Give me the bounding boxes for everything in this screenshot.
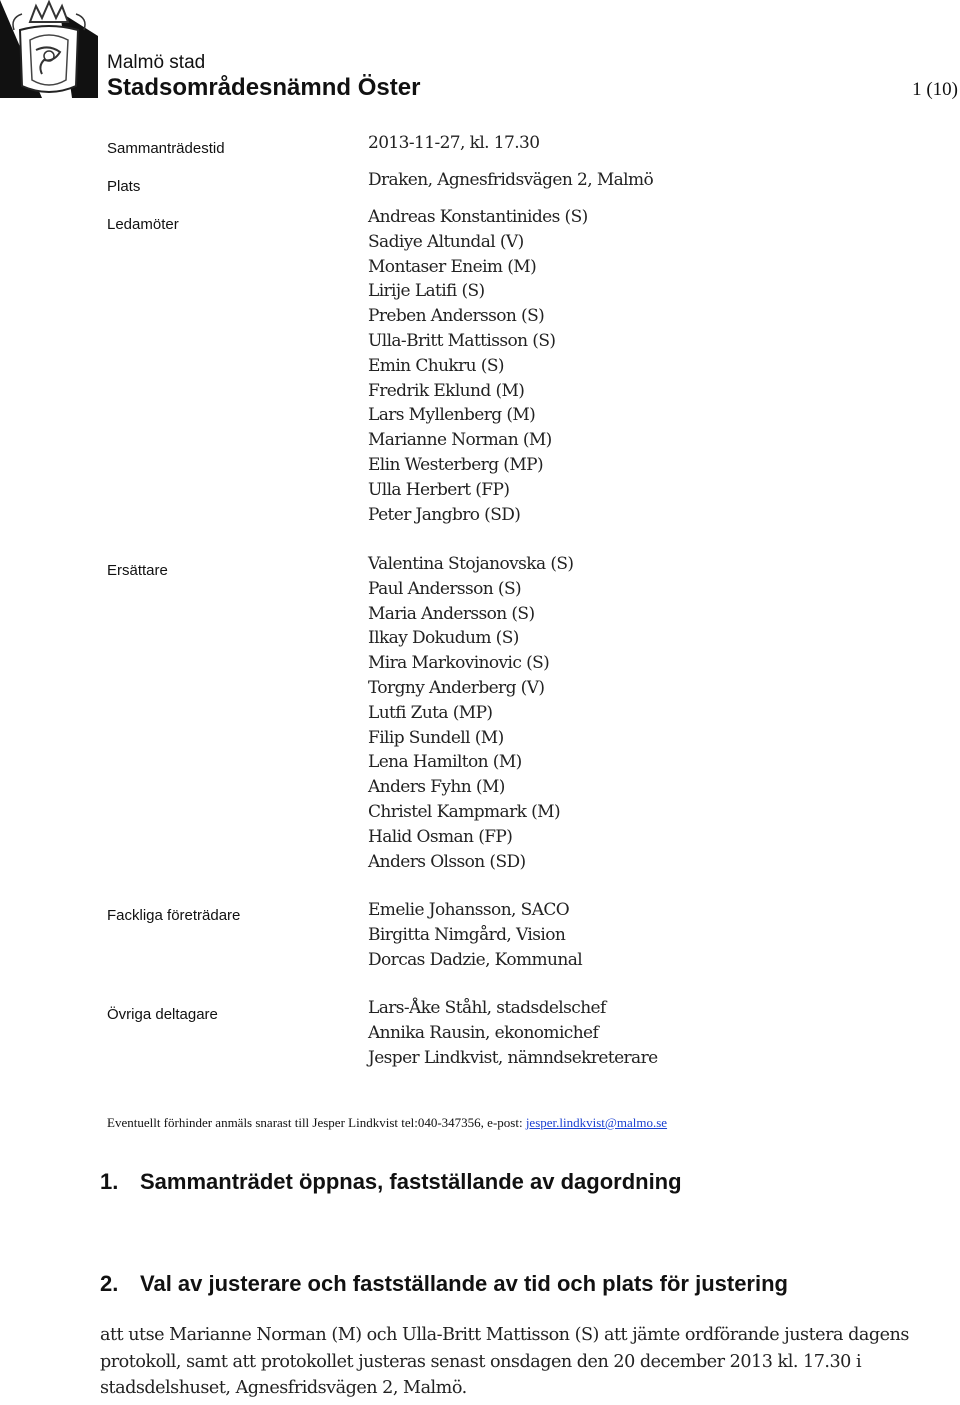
union-rep-name: Dorcas Dadzie, Kommunal — [368, 949, 583, 970]
substitute-name: Halid Osman (FP) — [368, 826, 513, 847]
substitute-name: Valentina Stojanovska (S) — [368, 554, 574, 574]
member-name: Peter Jangbro (SD) — [368, 504, 521, 525]
meeting-time-label: Sammanträdestid — [107, 140, 225, 157]
member-name: Marianne Norman (M) — [368, 430, 552, 451]
member-name: Montaser Eneim (M) — [368, 256, 537, 277]
member-name: Ulla-Britt Mattisson (S) — [368, 330, 556, 351]
substitutes-label: Ersättare — [107, 562, 168, 579]
member-name: Preben Andersson (S) — [368, 306, 545, 327]
others-label: Övriga deltagare — [107, 1006, 218, 1023]
participant-name: Annika Rausin, ekonomichef — [368, 1022, 599, 1043]
substitute-name: Torgny Anderberg (V) — [368, 677, 545, 698]
meeting-time-value: 2013-11-27, kl. 17.30 — [368, 133, 540, 153]
others-list — [368, 996, 658, 1070]
member-name: Ulla Herbert (FP) — [368, 479, 510, 500]
section-number: 1. — [100, 1169, 119, 1194]
section-number: 2. — [100, 1271, 119, 1296]
substitute-name: Christel Kampmark (M) — [368, 801, 560, 822]
section-heading-1 — [100, 1168, 682, 1196]
absence-note — [107, 1113, 667, 1133]
board-title: Stadsområdesnämnd Öster — [107, 74, 421, 101]
union-list — [368, 898, 582, 972]
member-name: Lars Myllenberg (M) — [368, 405, 536, 426]
member-name: Andreas Konstantinides (S) — [368, 207, 588, 227]
substitute-name: Paul Andersson (S) — [368, 578, 522, 599]
member-name: Sadiye Altundal (V) — [368, 231, 524, 252]
member-name: Lirije Latifi (S) — [368, 281, 485, 302]
meeting-place-value: Draken, Agnesfridsvägen 2, Malmö — [368, 170, 654, 190]
substitute-name: Filip Sundell (M) — [368, 727, 504, 748]
meeting-place-label: Plats — [107, 178, 141, 195]
substitute-name: Lena Hamilton (M) — [368, 752, 522, 773]
substitute-name: Ilkay Dokudum (S) — [368, 628, 519, 649]
absence-note-text: Eventuellt förhinder anmäls snarast till Jesper Lindkvist tel:040-347356, e-post: — [107, 1115, 526, 1130]
email-link[interactable]: jesper.lindkvist@malmo.se — [525, 1115, 668, 1130]
participant-name: Lars-Åke Ståhl, stadsdelschef — [368, 998, 606, 1018]
substitute-name: Anders Olsson (SD) — [368, 851, 526, 872]
section-title: Sammanträdet öppnas, fastställande av dagordning — [140, 1169, 682, 1194]
union-rep-name: Birgitta Nimgård, Vision — [368, 924, 566, 945]
page-number: 1 (10) — [912, 79, 958, 100]
member-name: Fredrik Eklund (M) — [368, 380, 525, 401]
union-label: Fackliga företrädare — [107, 907, 241, 924]
substitute-name: Maria Andersson (S) — [368, 603, 535, 624]
substitute-name: Lutfi Zuta (MP) — [368, 702, 493, 723]
substitute-name: Mira Markovinovic (S) — [368, 653, 550, 674]
substitutes-list — [368, 552, 573, 874]
decision-paragraph: att utse Marianne Norman (M) och Ulla-Britt Mattisson (S) att jämte ordförande justera dagens protokoll, samt att protokollet justeras senast onsdagen den 20 december 2013 kl. 17.30 i stadsdelshuset, Agnesfridsvägen 2, Malmö. — [100, 1325, 909, 1398]
member-name: Emin Chukru (S) — [368, 355, 504, 376]
organization-name: Malmö stad — [107, 52, 206, 73]
member-name: Elin Westerberg (MP) — [368, 454, 543, 475]
participant-name: Jesper Lindkvist, nämndsekreterare — [368, 1047, 658, 1068]
members-label: Ledamöter — [107, 216, 179, 233]
section-heading-2 — [100, 1270, 788, 1298]
substitute-name: Anders Fyhn (M) — [368, 777, 505, 798]
union-rep-name: Emelie Johansson, SACO — [368, 900, 570, 920]
members-list — [368, 205, 588, 527]
section-title: Val av justerare och fastställande av tid och plats för justering — [140, 1271, 788, 1296]
malmo-coat-of-arms-logo — [0, 0, 98, 98]
